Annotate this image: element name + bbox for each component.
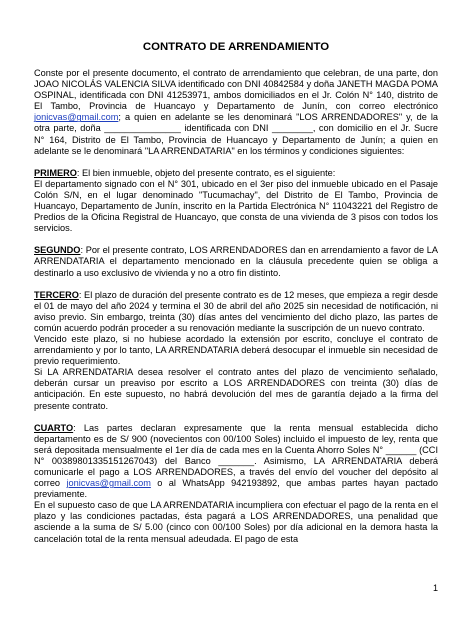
tercero-label: TERCERO — [34, 289, 79, 300]
intro-email-link[interactable]: jonicvas@gmail.com — [34, 112, 119, 123]
spacer — [34, 157, 438, 168]
tercero-body-2: Vencido este plazo, si no hubiese acordado la extensión por escrito, concluye el contrato de arrendamiento y por lo tanto, LA ARRENDATARIA deberá desocupar el inmueble sin necesidad de previo requerimiento. — [34, 333, 438, 367]
primero-line1: : El bien inmueble, objeto del presente contrato, es el siguiente: — [76, 167, 336, 178]
tercero-body-3: Si LA ARRENDATARIA desea resolver el contrato antes del plazo de vencimiento señalado, deberán cursar un preaviso por escrito a LOS ARRENDADORES con treinta (30) días de anticipación. En este supuesto, no habrá devolución del mes de garantía dejado a la firma del presente contrato. — [34, 367, 438, 411]
spacer — [34, 234, 438, 245]
cuarto-paragraph — [34, 423, 438, 501]
cuarto-label: CUARTO — [34, 422, 74, 433]
spacer — [34, 412, 438, 423]
segundo-body: : Por el presente contrato, LOS ARRENDADORES dan en arrendamiento a favor de LA ARRENDATARIA el departamento mencionado en la cláusula precedente quien se obliga a destinarlo a uso exclusivo de vivienda y no a otro fin distinto. — [34, 245, 438, 278]
cuarto-body-2: En el supuesto caso de que LA ARRENDATARIA incumpliera con efectuar el pago de la renta en el plazo y las condiciones pactadas, ésta pagará a LOS ARRENDADORES, una penalidad que asciende a la suma de S/ 5.00 (cinco con 00/100 Soles) por día adicional en la demora hasta la cancelación total de la renta mensual adeudada. El pago de esta — [34, 500, 438, 544]
intro-text-1: Conste por el presente documento, el contrato de arrendamiento que celebran, de una parte, don JOAO NICOLÁS VALENCIA SILVA identificado con DNI 40842584 y doña JANETH MAGDA POMA OSPINAL, identificada con DNI 41253971, ambos domiciliados en el Jr. Colón N° 140, distrito de El Tambo, Provincia de Huancayo y Departamento de Junín, con correo electrónico — [34, 68, 438, 112]
intro-paragraph — [34, 68, 438, 157]
document-body — [34, 40, 438, 545]
cuarto-email-link[interactable]: jonicvas@gmail.com — [66, 478, 151, 489]
spacer — [34, 279, 438, 290]
segundo-paragraph — [34, 245, 438, 278]
cuarto-text-2: o al WhatsApp 942193892, que ambas partes hayan pactado previamente. — [34, 478, 438, 500]
primero-body: El departamento signado con el N° 301, ubicado en el 3er piso del inmueble ubicado en el Pasaje Colón S/N, en el lugar denominado "Tucumachay", del Distrito de El Tambo, Provincia de Huancayo, Departamento de Junín, inscrito en la Partida Electrónica N° 11043221 del Registro de Predios de la Oficina Registral de Huancayo, que consta de una vivienda de 3 pisos con todos los servicios. — [34, 178, 438, 234]
cuarto-text-1: : Las partes declaran expresamente que la renta mensual establecida dicho departamento es de S/ 900 (novecientos con 00/100 Soles) incluido el impuesto de ley, renta que será depositada mensualmente el 1er día de cada mes en la Cuenta Ahorro Soles N° ______ (CCI N° 00389801335151267043) del Banco _______. Asimismo, LA ARRENDATARIA deberá comunicarle el pago a LOS ARRENDADORES, a través del envío del voucher del depósito al correo — [34, 422, 438, 489]
tercero-body-1: : El plazo de duración del presente contrato es de 12 meses, que empieza a regir desde el 01 de mayo del año 2024 y termina el 30 de abril del año 2025 sin necesidad de notificación, ni aviso previo. Sin embargo, treinta (30) días antes del vencimiento del dicho plazo, las partes de común acuerdo podrán proceder a su renovación mediante la suscripción de un nuevo contrato. — [34, 289, 438, 333]
intro-text-2: ; a quien en adelante se les denominará "LOS ARRENDADORES" y, de la otra parte, doña _______________ identificada con DNI ________, con domicilio en el Jr. Sucre N° 164, Distrito de El Tambo, Provincia de Huancayo y Departamento de Junín; a quien en adelante se le denominará "LA ARRENDATARIA" en los términos y condiciones siguientes: — [34, 112, 438, 156]
segundo-label: SEGUNDO — [34, 245, 81, 256]
primero-label: PRIMERO — [34, 167, 77, 178]
document-title: CONTRATO DE ARRENDAMIENTO — [142, 41, 330, 53]
tercero-paragraph — [34, 290, 438, 334]
primero-heading-line — [34, 168, 438, 179]
page-number: 1 — [432, 583, 438, 593]
